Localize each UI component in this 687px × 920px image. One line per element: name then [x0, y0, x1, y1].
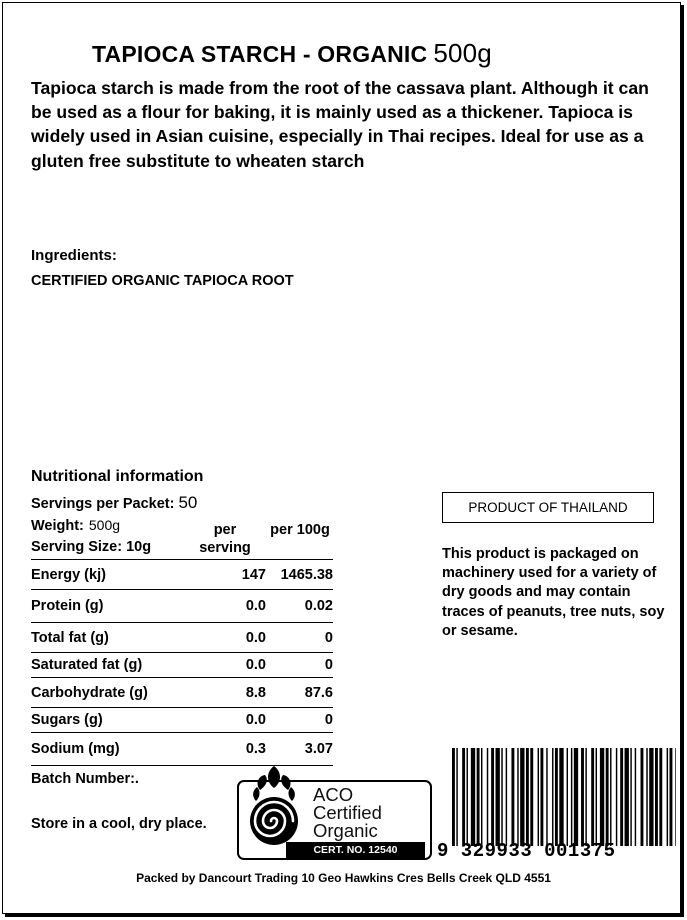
- barcode-bar: [641, 748, 644, 846]
- barcode-bar: [526, 748, 529, 846]
- nutrient-name: Protein (g): [31, 590, 176, 623]
- barcode-bar: [559, 748, 563, 846]
- nutrient-name: Total fat (g): [31, 623, 176, 653]
- weight-value: 500g: [88, 517, 121, 533]
- per-serving-value: 0.3: [176, 733, 269, 766]
- nutrient-name: Saturated fat (g): [31, 653, 176, 678]
- barcode-bar: [659, 748, 662, 846]
- barcode-bar: [574, 748, 578, 846]
- barcode-number: 9 329933 001375: [437, 840, 616, 862]
- barcode-bar: [585, 748, 586, 846]
- per-100g-value: 87.6: [269, 678, 333, 708]
- barcode-bar: [471, 748, 475, 846]
- per-100g-value: 1465.38: [269, 560, 333, 590]
- ingredients-value: CERTIFIED ORGANIC TAPIOCA ROOT: [31, 273, 294, 289]
- barcode-bar: [606, 748, 609, 846]
- barcode-bar: [530, 748, 533, 846]
- barcode-bar: [540, 748, 543, 846]
- barcode-bar: [646, 748, 647, 846]
- per-100g-value: 0: [269, 653, 333, 678]
- nutrition-table: [31, 559, 333, 766]
- barcode-bar: [511, 748, 514, 846]
- per-100g-value: 3.07: [269, 733, 333, 766]
- barcode-bar: [477, 748, 480, 846]
- servings-label: Servings per Packet:: [31, 496, 175, 512]
- product-origin: PRODUCT OF THAILAND: [468, 500, 628, 515]
- weight-label: Weight:: [31, 518, 84, 534]
- nutrient-name: Carbohydrate (g): [31, 678, 176, 708]
- aco-text-line-1: ACO: [313, 784, 354, 805]
- nutrition-row: [31, 560, 333, 590]
- barcode-bar: [481, 748, 482, 846]
- barcode-bar: [596, 748, 597, 846]
- barcode-bar: [462, 748, 465, 846]
- barcode-bar: [675, 748, 676, 846]
- product-description: Tapioca starch is made from the root of the cassava plant. Although it can be used as a flour for baking, it is mainly used as a thickener. Tapioca is widely used in Asian cuisine, especially in Thai recipes. Ideal for use as a gluten free substitute to wheaten starch: [31, 78, 649, 171]
- barcode-bar: [496, 748, 500, 846]
- column-header-per-serving: per serving: [199, 522, 251, 556]
- per-100g-value: 0: [269, 623, 333, 653]
- barcode-bar: [538, 748, 539, 846]
- per-100g-value: 0.02: [269, 590, 333, 623]
- aco-text-line-2: Certified: [313, 802, 382, 823]
- nutrient-name: Sodium (mg): [31, 733, 176, 766]
- barcode-bar: [452, 748, 455, 846]
- barcode-bar: [517, 748, 518, 846]
- nutrition-row: [31, 623, 333, 653]
- per-serving-value: 0.0: [176, 623, 269, 653]
- barcode-bar: [655, 748, 658, 846]
- per-serving-value: 147: [176, 560, 269, 590]
- barcode-bar: [546, 748, 547, 846]
- nutrient-name: Sugars (g): [31, 708, 176, 733]
- nutrition-row: [31, 708, 333, 733]
- product-title: [92, 38, 492, 69]
- barcode-bar: [491, 748, 494, 846]
- barcode-bar: [667, 748, 668, 846]
- barcode-bar: [456, 748, 457, 846]
- servings-value: 50: [178, 493, 198, 512]
- barcode-bar: [600, 748, 604, 846]
- batch-number: Batch Number:.: [31, 771, 139, 787]
- storage-instructions: Store in a cool, dry place.: [31, 816, 207, 832]
- barcode-bar: [625, 748, 629, 846]
- product-name: TAPIOCA STARCH - ORGANIC: [92, 41, 428, 67]
- nutrition-row: [31, 678, 333, 708]
- barcode-bar: [616, 748, 617, 846]
- barcode-bar: [552, 748, 553, 846]
- column-header-per-100g: per 100g: [270, 522, 330, 538]
- nutrient-name: Energy (kj): [31, 560, 176, 590]
- serving-size: Serving Size: 10g: [31, 539, 152, 555]
- servings-per-packet: [31, 493, 197, 513]
- certification-number: CERT. NO. 12540: [286, 842, 425, 858]
- per-serving-value: 0.0: [176, 590, 269, 623]
- nutrition-row: [31, 590, 333, 623]
- nutrition-heading: Nutritional information: [31, 468, 204, 485]
- allergen-notice: This product is packaged on machinery used for a variety of dry goods and may contain traces of peanuts, tree nuts, soy or sesame.: [442, 546, 665, 639]
- barcode-bar: [649, 748, 653, 846]
- barcode-bar: [670, 748, 673, 846]
- aco-certified-organic-logo: [237, 758, 432, 858]
- aco-logo-text: [313, 786, 382, 840]
- barcode-bar: [501, 748, 502, 846]
- barcode-bar: [630, 748, 631, 846]
- barcode-bar: [567, 748, 568, 846]
- barcode-bar: [620, 748, 623, 846]
- packer-address: Packed by Dancourt Trading 10 Geo Hawkins Cres Bells Creek QLD 4551: [136, 871, 551, 885]
- barcode-bar: [635, 748, 636, 846]
- barcode-icon: [452, 748, 676, 846]
- per-serving-value: 8.8: [176, 678, 269, 708]
- aco-text-line-3: Organic: [313, 820, 378, 841]
- per-serving-value: 0.0: [176, 653, 269, 678]
- barcode-bar: [487, 748, 488, 846]
- barcode-bar: [571, 748, 572, 846]
- ingredients-heading: Ingredients:: [31, 247, 117, 264]
- product-weight: 500g: [433, 38, 492, 68]
- barcode-bar: [520, 748, 524, 846]
- barcode-bar: [555, 748, 558, 846]
- product-origin-box: [442, 492, 654, 523]
- barcode-bar: [610, 748, 611, 846]
- nutrition-row: [31, 653, 333, 678]
- net-weight: [31, 517, 120, 534]
- aco-spiral-leaf-icon: [243, 760, 309, 850]
- per-serving-value: 0.0: [176, 708, 269, 733]
- per-100g-value: 0: [269, 708, 333, 733]
- barcode-bar: [467, 748, 468, 846]
- barcode-bar: [591, 748, 594, 846]
- barcode-bar: [581, 748, 584, 846]
- barcode-bar: [506, 748, 507, 846]
